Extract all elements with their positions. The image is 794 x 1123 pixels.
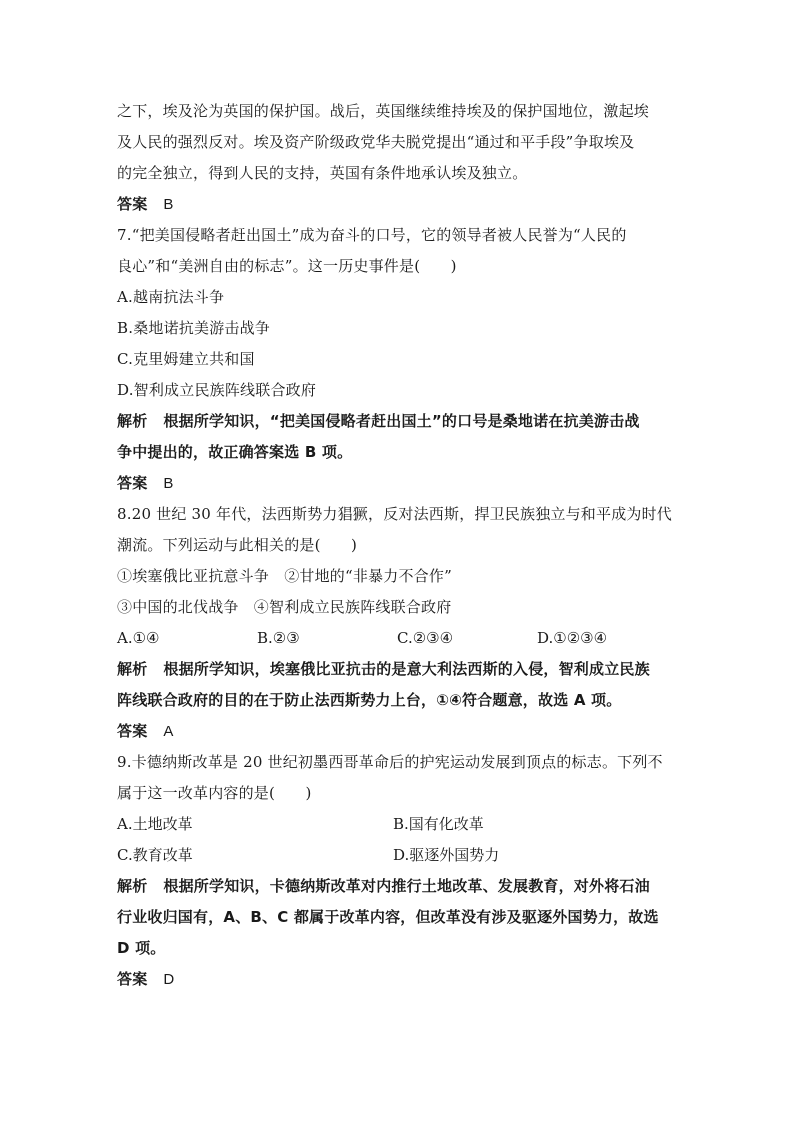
answer-label: 答案 (117, 722, 148, 740)
question-stem: 9.卡德纳斯改革是 20 世纪初墨西哥革命后的护宪运动发展到顶点的标志。下列不 (117, 753, 663, 771)
question-stem: 良心”和“美洲自由的标志”。这一历史事件是( ) (117, 257, 457, 275)
analysis-text: 根据所学知识，卡德纳斯改革对内推行土地改革、发展教育，对外将石油 (163, 877, 650, 895)
question-stem: 7.“把美国侵略者赶出国土”成为奋斗的口号，它的领导者被人民誉为“人民的 (117, 226, 627, 244)
analysis-label: 解析 (117, 877, 148, 895)
analysis-text: 根据所学知识，埃塞俄比亚抗击的是意大利法西斯的入侵，智利成立民族 (163, 660, 650, 678)
question-stem: 潮流。下列运动与此相关的是( ) (117, 536, 358, 554)
answer-label: 答案 (117, 195, 148, 213)
options-row (117, 809, 679, 840)
answer-value: D (163, 971, 175, 988)
option-d: D.①②③④ (537, 629, 608, 647)
answer-row (117, 189, 679, 220)
option-b: B.②③ (257, 629, 300, 647)
answer-row (117, 468, 679, 499)
answer-label: 答案 (117, 474, 148, 492)
question-items: ①埃塞俄比亚抗意斗争 ②甘地的“非暴力不合作” (117, 567, 452, 585)
analysis-row (117, 654, 679, 685)
analysis-text: D 项。 (117, 939, 166, 957)
option-a: A.①④ (117, 629, 160, 647)
intro-line: 的完全独立，得到人民的支持，英国有条件地承认埃及独立。 (117, 164, 528, 182)
answer-value: B (163, 196, 174, 213)
question-stem: 属于这一改革内容的是( ) (117, 784, 312, 802)
analysis-label: 解析 (117, 412, 148, 430)
analysis-text: 阵线联合政府的目的在于防止法西斯势力上台，①④符合题意，故选 A 项。 (117, 691, 622, 709)
option-a: A.越南抗法斗争 (117, 288, 225, 306)
analysis-row (117, 406, 679, 437)
question-stem: 8.20 世纪 30 年代，法西斯势力猖獗，反对法西斯，捍卫民族独立与和平成为时代 (117, 505, 672, 523)
option-d: D.智利成立民族阵线联合政府 (117, 381, 317, 399)
answer-label: 答案 (117, 970, 148, 988)
answer-row (117, 964, 679, 995)
analysis-text: 根据所学知识，“把美国侵略者赶出国土”的口号是桑地诺在抗美游击战 (163, 412, 640, 430)
option-b: B.国有化改革 (393, 815, 484, 833)
answer-row (117, 716, 679, 747)
options-row (117, 623, 679, 654)
option-d: D.驱逐外国势力 (393, 846, 500, 864)
option-b: B.桑地诺抗美游击战争 (117, 319, 270, 337)
document-page (117, 96, 679, 995)
analysis-row (117, 871, 679, 902)
intro-line: 及人民的强烈反对。埃及资产阶级政党华夫脱党提出“通过和平手段”争取埃及 (117, 133, 635, 151)
intro-line: 之下，埃及沦为英国的保护国。战后，英国继续维持埃及的保护国地位，激起埃 (117, 102, 650, 120)
question-items: ③中国的北伐战争 ④智利成立民族阵线联合政府 (117, 598, 452, 616)
analysis-label: 解析 (117, 660, 148, 678)
analysis-text: 行业收归国有，A、B、C 都属于改革内容，但改革没有涉及驱逐外国势力，故选 (117, 908, 659, 926)
option-c: C.②③④ (397, 629, 454, 647)
option-a: A.土地改革 (117, 815, 193, 833)
option-c: C.克里姆建立共和国 (117, 350, 255, 368)
answer-value: B (163, 475, 174, 492)
option-c: C.教育改革 (117, 846, 193, 864)
answer-value: A (163, 723, 174, 740)
options-row (117, 840, 679, 871)
analysis-text: 争中提出的，故正确答案选 B 项。 (117, 443, 353, 461)
